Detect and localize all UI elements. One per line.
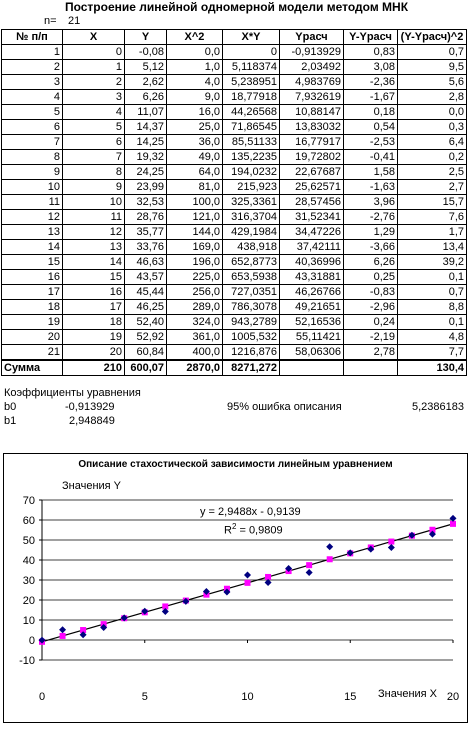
table-cell[interactable]: 2 [2, 60, 63, 75]
table-cell[interactable]: 36,0 [167, 135, 223, 150]
table-cell[interactable]: 100,0 [167, 195, 223, 210]
table-row [2, 300, 467, 315]
table-cell[interactable]: -2,96 [344, 300, 398, 315]
observed-point [306, 569, 313, 576]
table-cell[interactable]: 35,77 [125, 225, 167, 240]
table-cell[interactable]: 0,2 [398, 150, 467, 165]
table-cell[interactable]: 23,99 [125, 180, 167, 195]
table-cell[interactable]: 52,16536 [280, 315, 344, 330]
table-cell[interactable]: 135,2235 [223, 150, 280, 165]
error-label: 95% ошибка описания [227, 401, 342, 413]
table-cell[interactable]: 2,78 [344, 345, 398, 361]
table-cell[interactable]: 15 [63, 270, 125, 285]
table-cell[interactable]: -2,36 [344, 75, 398, 90]
table-cell[interactable]: 0,1 [398, 270, 467, 285]
table-cell[interactable]: 0 [223, 45, 280, 60]
fitted-point [60, 633, 66, 639]
table-cell[interactable]: 1,7 [398, 225, 467, 240]
table-cell[interactable]: 5,118374 [223, 60, 280, 75]
table-cell[interactable]: 361,0 [167, 330, 223, 345]
observed-point [59, 626, 66, 633]
header-cell[interactable]: (Y-Yрасч)^2 [398, 30, 467, 45]
table-cell[interactable]: 0 [63, 45, 125, 60]
y-tick-label: 20 [22, 595, 35, 607]
table-cell[interactable]: 3,08 [344, 60, 398, 75]
table-cell[interactable]: 144,0 [167, 225, 223, 240]
table-cell[interactable]: 16,77917 [280, 135, 344, 150]
table-cell[interactable]: 0,54 [344, 120, 398, 135]
table-cell[interactable]: 13,4 [398, 240, 467, 255]
table-cell[interactable]: 1,58 [344, 165, 398, 180]
r-squared-label [224, 522, 283, 537]
table-cell[interactable]: -1,67 [344, 90, 398, 105]
table-cell[interactable]: 10 [2, 180, 63, 195]
table-cell[interactable]: 652,8773 [223, 255, 280, 270]
sum-row [2, 360, 467, 376]
table-cell[interactable]: 10 [63, 195, 125, 210]
table-cell[interactable]: 429,1984 [223, 225, 280, 240]
table-header-row [2, 30, 467, 45]
table-cell[interactable]: 43,57 [125, 270, 167, 285]
fitted-point [388, 539, 394, 545]
table-cell[interactable]: 24,25 [125, 165, 167, 180]
table-cell[interactable]: 0,24 [344, 315, 398, 330]
table-cell[interactable]: 0,0 [167, 45, 223, 60]
table-cell[interactable]: 8 [63, 165, 125, 180]
table-row [2, 60, 467, 75]
table-cell[interactable]: 25,0 [167, 120, 223, 135]
table-cell[interactable]: 9 [63, 180, 125, 195]
table-row [2, 330, 467, 345]
table-cell[interactable]: 28,76 [125, 210, 167, 225]
table-cell[interactable]: 121,0 [167, 210, 223, 225]
table-cell[interactable]: 225,0 [167, 270, 223, 285]
table-row [2, 135, 467, 150]
y-tick-label: -10 [19, 655, 35, 667]
table-cell[interactable]: 19,72802 [280, 150, 344, 165]
b1-label: b1 [4, 415, 17, 427]
table-cell[interactable]: -3,66 [344, 240, 398, 255]
table-row [2, 225, 467, 240]
table-cell[interactable]: 45,44 [125, 285, 167, 300]
r2-symbol: R [224, 524, 232, 537]
table-cell[interactable]: 6,4 [398, 135, 467, 150]
x-tick-label: 15 [344, 691, 357, 703]
header-cell[interactable]: Yрасч [280, 30, 344, 45]
table-cell[interactable]: 16,0 [167, 105, 223, 120]
table-cell[interactable]: 46,25 [125, 300, 167, 315]
r2-superscript: 2 [231, 522, 237, 531]
table-cell[interactable]: 18,77918 [223, 90, 280, 105]
header-cell[interactable]: X [63, 30, 125, 45]
table-cell[interactable]: 438,918 [223, 240, 280, 255]
table-cell[interactable]: 6 [63, 135, 125, 150]
table-cell[interactable]: 19 [2, 315, 63, 330]
table-cell[interactable]: 6,26 [125, 90, 167, 105]
table-cell[interactable]: 20 [2, 330, 63, 345]
table-cell[interactable]: 43,31881 [280, 270, 344, 285]
table-cell[interactable]: 2,7 [398, 180, 467, 195]
n-value: 21 [68, 15, 81, 27]
table-cell[interactable]: 943,2789 [223, 315, 280, 330]
table-cell[interactable]: 37,42111 [280, 240, 344, 255]
table-cell[interactable]: 7 [63, 150, 125, 165]
table-cell[interactable]: 169,0 [167, 240, 223, 255]
table-row [2, 165, 467, 180]
table-cell[interactable]: 52,92 [125, 330, 167, 345]
fitted-point [306, 562, 312, 568]
table-cell[interactable]: 0,18 [344, 105, 398, 120]
x-tick-label: 20 [446, 691, 460, 703]
table-cell[interactable]: 400,0 [167, 345, 223, 361]
table-cell[interactable]: 14,37 [125, 120, 167, 135]
table-cell[interactable]: 7,932619 [280, 90, 344, 105]
table-cell[interactable]: 653,5938 [223, 270, 280, 285]
table-cell[interactable]: 44,26568 [223, 105, 280, 120]
sum-cell[interactable]: 130,4 [398, 360, 467, 376]
table-row [2, 255, 467, 270]
table-cell[interactable]: 4 [63, 105, 125, 120]
table-cell[interactable]: 28,57456 [280, 195, 344, 210]
y-tick-label: 10 [22, 615, 35, 627]
table-cell[interactable]: 13,83032 [280, 120, 344, 135]
table-cell[interactable]: 85,51133 [223, 135, 280, 150]
header-cell[interactable]: X^2 [167, 30, 223, 45]
table-cell[interactable]: 1005,532 [223, 330, 280, 345]
table-cell[interactable]: 64,0 [167, 165, 223, 180]
sum-cell[interactable]: 600,07 [125, 360, 167, 376]
table-cell[interactable]: 32,53 [125, 195, 167, 210]
table-cell[interactable]: 4,0 [167, 75, 223, 90]
table-cell[interactable]: 31,52341 [280, 210, 344, 225]
table-cell[interactable]: 11,07 [125, 105, 167, 120]
sum-cell[interactable] [280, 360, 344, 376]
table-cell[interactable]: 12 [63, 225, 125, 240]
table-cell[interactable]: 9 [2, 165, 63, 180]
data-table [1, 29, 467, 376]
table-cell[interactable]: 727,0351 [223, 285, 280, 300]
y-tick-label: 0 [28, 635, 35, 647]
table-cell[interactable]: 71,86545 [223, 120, 280, 135]
table-cell[interactable]: 16 [2, 270, 63, 285]
y-tick-label: 70 [22, 495, 35, 507]
table-cell[interactable]: 324,0 [167, 315, 223, 330]
x-tick-label: 10 [241, 691, 254, 703]
table-cell[interactable]: 17 [2, 285, 63, 300]
table-cell[interactable]: 0,1 [398, 315, 467, 330]
x-tick-label: 0 [38, 691, 46, 703]
table-cell[interactable]: 39,2 [398, 255, 467, 270]
table-cell[interactable]: -2,76 [344, 210, 398, 225]
table-cell[interactable]: 19 [63, 330, 125, 345]
table-row [2, 315, 467, 330]
table-cell[interactable]: 20 [63, 345, 125, 361]
table-cell[interactable]: 12 [2, 210, 63, 225]
table-cell[interactable]: 6 [2, 120, 63, 135]
table-cell[interactable]: 4,983769 [280, 75, 344, 90]
table-cell[interactable]: -0,913929 [280, 45, 344, 60]
table-cell[interactable]: -2,19 [344, 330, 398, 345]
table-cell[interactable]: 21 [2, 345, 63, 361]
table-cell[interactable]: 16 [63, 285, 125, 300]
table-cell[interactable]: 8,8 [398, 300, 467, 315]
table-cell[interactable]: 0,25 [344, 270, 398, 285]
table-cell[interactable]: 46,63 [125, 255, 167, 270]
table-cell[interactable]: 22,67687 [280, 165, 344, 180]
sum-cell[interactable]: 210 [63, 360, 125, 376]
coefficients-heading: Коэффициенты уравнения [4, 387, 141, 399]
table-cell[interactable]: 196,0 [167, 255, 223, 270]
y-axis-label: Значения Y [62, 480, 122, 492]
table-cell[interactable]: 6,26 [344, 255, 398, 270]
table-cell[interactable]: 289,0 [167, 300, 223, 315]
table-cell[interactable]: 0,7 [398, 285, 467, 300]
table-cell[interactable]: 13 [63, 240, 125, 255]
table-cell[interactable]: 194,0232 [223, 165, 280, 180]
x-tick-label: 5 [141, 691, 148, 703]
table-cell[interactable]: 0,0 [398, 105, 467, 120]
table-cell[interactable]: 40,36996 [280, 255, 344, 270]
table-row [2, 90, 467, 105]
observed-point [388, 544, 395, 551]
scatter-plot [4, 454, 467, 722]
table-row [2, 285, 467, 300]
table-cell[interactable]: 0,83 [344, 45, 398, 60]
table-row [2, 345, 467, 361]
table-cell[interactable]: 1216,876 [223, 345, 280, 361]
table-cell[interactable]: -0,83 [344, 285, 398, 300]
table-cell[interactable]: 4,8 [398, 330, 467, 345]
sum-cell[interactable]: 8271,272 [223, 360, 280, 376]
table-cell[interactable]: 46,26766 [280, 285, 344, 300]
table-row [2, 270, 467, 285]
b0-label: b0 [4, 401, 17, 413]
trendline-equation: y = 2,9488x - 0,9139 [200, 506, 301, 518]
table-cell[interactable]: 2 [63, 75, 125, 90]
fitted-point [327, 556, 333, 562]
table-cell[interactable]: 11 [63, 210, 125, 225]
table-cell[interactable]: 55,11421 [280, 330, 344, 345]
sheet-title: Построение линейной одномерной модели методом МНК [64, 0, 409, 14]
table-cell[interactable]: 34,47226 [280, 225, 344, 240]
table-cell[interactable]: 52,40 [125, 315, 167, 330]
header-cell[interactable]: Y-Yрасч [344, 30, 398, 45]
table-cell[interactable]: 14 [2, 240, 63, 255]
table-row [2, 75, 467, 90]
table-row [2, 105, 467, 120]
table-cell[interactable]: 2,8 [398, 90, 467, 105]
table-cell[interactable]: 2,5 [398, 165, 467, 180]
table-cell[interactable]: 9,5 [398, 60, 467, 75]
table-cell[interactable]: 7 [2, 135, 63, 150]
table-cell[interactable]: -2,53 [344, 135, 398, 150]
header-cell[interactable]: X*Y [223, 30, 280, 45]
table-cell[interactable]: 11 [2, 195, 63, 210]
chart-area[interactable] [3, 453, 468, 723]
table-cell[interactable]: 7,7 [398, 345, 467, 361]
observed-point [450, 515, 457, 522]
y-tick-label: 50 [22, 535, 35, 547]
table-row [2, 120, 467, 135]
table-cell[interactable]: 215,923 [223, 180, 280, 195]
table-cell[interactable]: 33,76 [125, 240, 167, 255]
error-value: 5,2386183 [412, 401, 464, 413]
table-cell[interactable]: 2,62 [125, 75, 167, 90]
table-row [2, 195, 467, 210]
table-cell[interactable]: 7,6 [398, 210, 467, 225]
table-cell[interactable]: 81,0 [167, 180, 223, 195]
chart-title: Описание стахостической зависимости линейным уравнением [78, 459, 393, 470]
sum-cell[interactable]: 2870,0 [167, 360, 223, 376]
table-cell[interactable]: 5 [2, 105, 63, 120]
table-cell[interactable]: 325,3361 [223, 195, 280, 210]
table-row [2, 150, 467, 165]
table-cell[interactable]: 14,25 [125, 135, 167, 150]
table-cell[interactable]: 5,6 [398, 75, 467, 90]
table-cell[interactable]: 25,62571 [280, 180, 344, 195]
table-cell[interactable]: 49,0 [167, 150, 223, 165]
table-cell[interactable]: 9,0 [167, 90, 223, 105]
table-cell[interactable]: 786,3078 [223, 300, 280, 315]
table-cell[interactable]: 8 [2, 150, 63, 165]
table-row [2, 240, 467, 255]
table-cell[interactable]: 14 [63, 255, 125, 270]
table-cell[interactable]: 1 [63, 60, 125, 75]
table-cell[interactable]: 13 [2, 225, 63, 240]
table-cell[interactable]: 0,7 [398, 45, 467, 60]
table-cell[interactable]: 5 [63, 120, 125, 135]
table-cell[interactable]: 5,12 [125, 60, 167, 75]
x-axis-label: Значения X [378, 688, 438, 700]
table-row [2, 210, 467, 225]
table-cell[interactable]: 10,88147 [280, 105, 344, 120]
table-cell[interactable]: 0,3 [398, 120, 467, 135]
y-tick-label: 60 [22, 515, 35, 527]
header-cell[interactable]: Y [125, 30, 167, 45]
table-cell[interactable]: -0,08 [125, 45, 167, 60]
sum-cell[interactable] [344, 360, 398, 376]
table-cell[interactable]: 49,21651 [280, 300, 344, 315]
b1-value: 2,948849 [69, 415, 115, 427]
header-cell[interactable]: № п/п [2, 30, 63, 45]
sum-label-cell[interactable]: Сумма [2, 360, 63, 376]
table-cell[interactable]: 18 [2, 300, 63, 315]
table-row [2, 180, 467, 195]
table-cell[interactable]: 3 [63, 90, 125, 105]
table-cell[interactable]: 15,7 [398, 195, 467, 210]
table-cell[interactable]: 3,96 [344, 195, 398, 210]
y-tick-label: 40 [22, 555, 35, 567]
table-cell[interactable]: 1 [2, 45, 63, 60]
table-cell[interactable]: 15 [2, 255, 63, 270]
table-cell[interactable]: 1,0 [167, 60, 223, 75]
table-cell[interactable]: 1,29 [344, 225, 398, 240]
table-cell[interactable]: 58,06306 [280, 345, 344, 361]
table-cell[interactable]: 316,3704 [223, 210, 280, 225]
table-row [2, 45, 467, 60]
observed-point [244, 571, 251, 578]
b0-value: -0,913929 [65, 401, 115, 413]
table-cell[interactable]: 2,03492 [280, 60, 344, 75]
table-cell[interactable]: 60,84 [125, 345, 167, 361]
table-cell[interactable]: -1,63 [344, 180, 398, 195]
table-cell[interactable]: 18 [63, 315, 125, 330]
y-tick-label: 30 [22, 575, 35, 587]
table-cell[interactable]: 19,32 [125, 150, 167, 165]
table-cell[interactable]: 3 [2, 75, 63, 90]
table-cell[interactable]: -0,41 [344, 150, 398, 165]
table-cell[interactable]: 5,238951 [223, 75, 280, 90]
table-cell[interactable]: 256,0 [167, 285, 223, 300]
table-cell[interactable]: 4 [2, 90, 63, 105]
n-label: n= [44, 15, 57, 27]
r2-value: = 0,9809 [236, 524, 283, 537]
fitted-point [245, 580, 251, 586]
table-cell[interactable]: 17 [63, 300, 125, 315]
observed-point [326, 543, 333, 550]
